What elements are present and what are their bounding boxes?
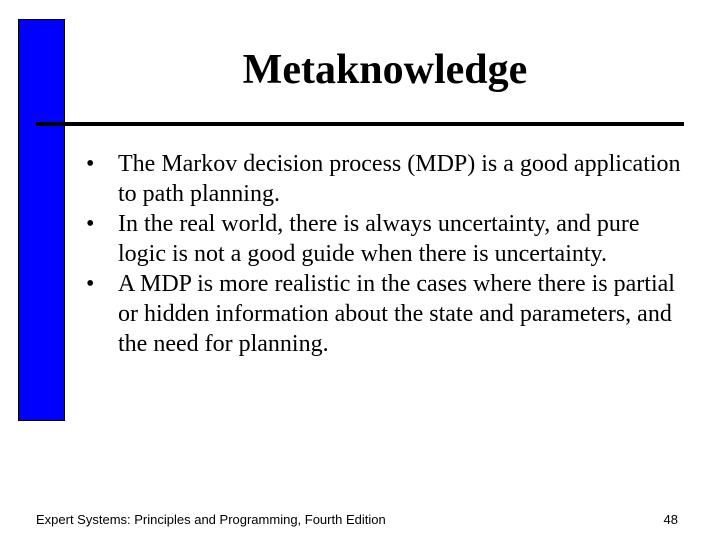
bullet-icon: • (86, 151, 95, 177)
bullet-icon: • (86, 211, 95, 237)
bullet-text: A MDP is more realistic in the cases where there is partial or hidden information about the state and parameters, and the need for planning. (118, 271, 675, 357)
bullet-icon: • (86, 271, 95, 297)
bullet-item (86, 209, 686, 269)
title-divider (36, 122, 684, 126)
accent-bar (18, 19, 65, 421)
footer-source: Expert Systems: Principles and Programming, Fourth Edition (36, 512, 386, 527)
bullet-item (86, 149, 686, 209)
page-number: 48 (663, 512, 678, 527)
bullet-text: In the real world, there is always uncertainty, and pure logic is not a good guide when there is uncertainty. (118, 211, 640, 267)
bullet-list (86, 149, 686, 359)
slide-title: Metaknowledge (242, 47, 528, 93)
bullet-item (86, 269, 686, 359)
bullet-text: The Markov decision process (MDP) is a good application to path planning. (118, 151, 681, 207)
